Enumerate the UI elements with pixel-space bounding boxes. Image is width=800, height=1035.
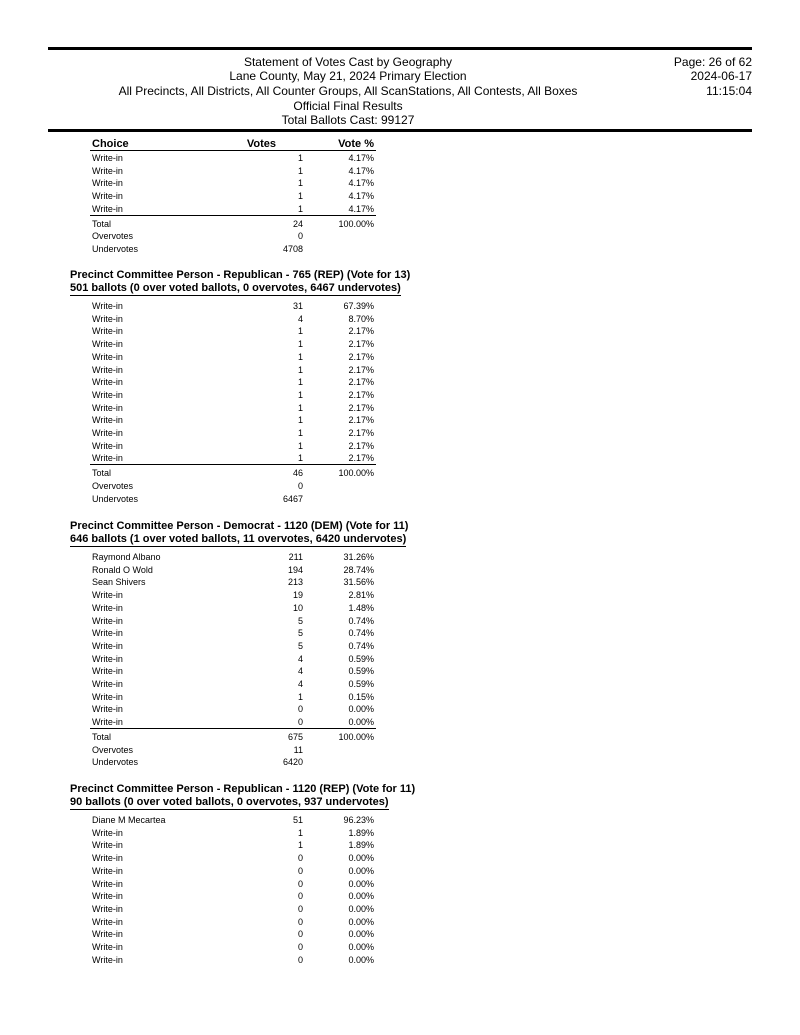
vote-count: 0 bbox=[297, 231, 303, 242]
vote-percent: 2.17% bbox=[348, 364, 374, 375]
report-date: 2024-06-17 bbox=[690, 69, 752, 83]
result-row bbox=[0, 827, 800, 840]
vote-count: 194 bbox=[287, 564, 303, 575]
vote-count: 0 bbox=[297, 704, 303, 715]
vote-count: 1 bbox=[297, 165, 303, 176]
header-bottom-rule bbox=[48, 129, 752, 132]
subtotal-rule bbox=[90, 728, 376, 729]
choice-name: Write-in bbox=[92, 704, 123, 715]
choice-name: Write-in bbox=[92, 865, 123, 876]
vote-percent: 8.70% bbox=[348, 313, 374, 324]
vote-count: 1 bbox=[297, 351, 303, 362]
subtotal-rule bbox=[90, 464, 376, 465]
vote-count: 0 bbox=[297, 865, 303, 876]
choice-name: Write-in bbox=[92, 878, 123, 889]
vote-count: 675 bbox=[287, 731, 303, 742]
summary-row bbox=[0, 480, 800, 493]
choice-name: Total bbox=[92, 218, 112, 229]
result-row bbox=[0, 376, 800, 389]
result-row bbox=[0, 865, 800, 878]
vote-percent: 0.00% bbox=[348, 878, 374, 889]
choice-name: Write-in bbox=[92, 301, 123, 311]
vote-percent: 4.17% bbox=[348, 178, 374, 189]
choice-name: Write-in bbox=[92, 402, 123, 413]
contest-ballot-summary: 90 ballots (0 over voted ballots, 0 overvotes, 937 undervotes) bbox=[70, 796, 389, 808]
choice-name: Write-in bbox=[92, 440, 123, 451]
vote-count: 1 bbox=[297, 178, 303, 189]
vote-percent: 2.17% bbox=[348, 351, 374, 362]
choice-name: Ronald O Wold bbox=[92, 564, 153, 575]
choice-name: Write-in bbox=[92, 954, 123, 965]
result-row bbox=[0, 640, 800, 653]
vote-percent: 28.74% bbox=[343, 564, 374, 575]
report-time: 11:15:04 bbox=[706, 84, 752, 98]
vote-count: 24 bbox=[292, 218, 303, 229]
vote-percent: 96.23% bbox=[343, 815, 374, 825]
vote-count: 1 bbox=[297, 840, 303, 851]
choice-name: Write-in bbox=[92, 853, 123, 864]
vote-percent: 0.00% bbox=[348, 903, 374, 914]
result-row bbox=[0, 564, 800, 577]
vote-percent: 2.17% bbox=[348, 389, 374, 400]
result-row bbox=[0, 427, 800, 440]
result-row bbox=[0, 615, 800, 628]
choice-name: Write-in bbox=[92, 827, 123, 838]
vote-percent: 0.00% bbox=[348, 865, 374, 876]
choice-name: Write-in bbox=[92, 590, 123, 601]
vote-count: 46 bbox=[292, 468, 303, 479]
vote-percent: 1.48% bbox=[348, 602, 374, 613]
vote-percent: 0.00% bbox=[348, 916, 374, 927]
subtotal-rule bbox=[90, 215, 376, 216]
choice-name: Write-in bbox=[92, 428, 123, 438]
result-row bbox=[0, 551, 800, 564]
choice-name: Write-in bbox=[92, 903, 123, 914]
vote-percent: 2.17% bbox=[348, 440, 374, 451]
result-row bbox=[0, 653, 800, 666]
vote-count: 4 bbox=[297, 313, 303, 324]
vote-percent: 0.00% bbox=[348, 853, 374, 864]
vote-count: 1 bbox=[297, 691, 303, 702]
vote-percent: 0.00% bbox=[348, 891, 374, 902]
vote-count: 6420 bbox=[282, 757, 303, 768]
vote-percent: 1.89% bbox=[348, 827, 374, 838]
result-row bbox=[0, 338, 800, 351]
vote-count: 5 bbox=[297, 615, 303, 626]
choice-name: Write-in bbox=[92, 453, 123, 464]
vote-percent: 4.17% bbox=[348, 153, 374, 163]
choice-name: Write-in bbox=[92, 891, 123, 902]
result-row bbox=[0, 916, 800, 929]
result-row bbox=[0, 313, 800, 326]
vote-percent: 0.59% bbox=[348, 679, 374, 689]
vote-percent: 0.00% bbox=[348, 704, 374, 715]
choice-name: Write-in bbox=[92, 666, 123, 677]
vote-percent: 2.17% bbox=[348, 453, 374, 464]
vote-count: 1 bbox=[297, 326, 303, 337]
vote-percent: 2.81% bbox=[348, 590, 374, 601]
vote-count: 0 bbox=[297, 853, 303, 864]
contest-title: Precinct Committee Person - Republican - 765 (REP) (Vote for 13) bbox=[70, 269, 411, 281]
result-row bbox=[0, 852, 800, 865]
vote-count: 1 bbox=[297, 415, 303, 426]
vote-percent: 2.17% bbox=[348, 326, 374, 337]
vote-percent: 0.59% bbox=[348, 666, 374, 677]
choice-name: Write-in bbox=[92, 653, 123, 664]
summary-row bbox=[0, 218, 800, 231]
result-row bbox=[0, 364, 800, 377]
vote-count: 4 bbox=[297, 653, 303, 664]
summary-row bbox=[0, 744, 800, 757]
result-row bbox=[0, 351, 800, 364]
vote-percent: 100.00% bbox=[338, 468, 374, 479]
top-rule bbox=[48, 47, 752, 50]
choice-name: Write-in bbox=[92, 840, 123, 851]
vote-count: 31 bbox=[292, 301, 303, 311]
result-row bbox=[0, 440, 800, 453]
vote-percent: 0.00% bbox=[348, 929, 374, 940]
choice-name: Total bbox=[92, 731, 112, 742]
choice-name: Diane M Mecartea bbox=[92, 815, 166, 825]
vote-count: 19 bbox=[292, 590, 303, 601]
choice-name: Undervotes bbox=[92, 243, 139, 254]
result-row bbox=[0, 890, 800, 903]
vote-count: 4 bbox=[297, 666, 303, 677]
summary-row bbox=[0, 493, 800, 506]
choice-name: Write-in bbox=[92, 691, 123, 702]
column-header-rule bbox=[90, 150, 376, 151]
choice-name: Write-in bbox=[92, 929, 123, 940]
choice-name: Write-in bbox=[92, 153, 123, 163]
vote-count: 0 bbox=[297, 903, 303, 914]
vote-percent: 2.17% bbox=[348, 402, 374, 413]
vote-count: 211 bbox=[288, 552, 303, 562]
summary-row bbox=[0, 756, 800, 769]
vote-percent: 4.17% bbox=[348, 191, 374, 202]
result-row bbox=[0, 703, 800, 716]
result-row bbox=[0, 839, 800, 852]
choice-name: Write-in bbox=[92, 165, 123, 176]
vote-count: 5 bbox=[297, 640, 303, 651]
vote-percent: 0.59% bbox=[348, 653, 374, 664]
vote-percent: 0.00% bbox=[348, 942, 374, 952]
choice-name: Write-in bbox=[92, 916, 123, 927]
vote-percent: 0.00% bbox=[348, 954, 374, 965]
vote-count: 1 bbox=[297, 153, 303, 163]
choice-name: Write-in bbox=[92, 191, 123, 202]
result-row bbox=[0, 678, 800, 691]
choice-name: Undervotes bbox=[92, 493, 139, 504]
vote-percent: 100.00% bbox=[338, 731, 374, 742]
choice-name: Write-in bbox=[92, 377, 123, 388]
choice-name: Total bbox=[92, 468, 112, 479]
choice-name: Write-in bbox=[92, 628, 123, 639]
vote-count: 0 bbox=[297, 929, 303, 940]
vote-percent: 2.17% bbox=[348, 377, 374, 388]
result-row bbox=[0, 165, 800, 178]
choice-name: Write-in bbox=[92, 326, 123, 337]
result-row bbox=[0, 878, 800, 891]
vote-percent: 0.00% bbox=[348, 717, 374, 728]
choice-name: Overvotes bbox=[92, 480, 134, 491]
vote-count: 10 bbox=[292, 602, 303, 613]
choice-name: Sean Shivers bbox=[92, 577, 146, 588]
result-row bbox=[0, 814, 800, 827]
summary-row bbox=[0, 230, 800, 243]
vote-count: 0 bbox=[297, 480, 303, 491]
total-ballots: Total Ballots Cast: 99127 bbox=[281, 113, 415, 127]
vote-count: 0 bbox=[297, 891, 303, 902]
choice-name: Overvotes bbox=[92, 744, 134, 755]
result-row bbox=[0, 941, 800, 954]
vote-percent: 0.74% bbox=[348, 640, 374, 651]
votes-column-header: Votes bbox=[246, 138, 276, 150]
choice-name: Write-in bbox=[92, 364, 123, 375]
vote-count: 1 bbox=[297, 402, 303, 413]
result-row bbox=[0, 928, 800, 941]
vote-count: 1 bbox=[297, 339, 303, 350]
result-row bbox=[0, 152, 800, 165]
choice-name: Undervotes bbox=[92, 757, 139, 768]
vote-pct-column-header: Vote % bbox=[338, 138, 374, 150]
vote-count: 0 bbox=[297, 942, 303, 952]
result-row bbox=[0, 602, 800, 615]
vote-count: 11 bbox=[293, 744, 303, 755]
vote-count: 1 bbox=[297, 453, 303, 464]
report-title: Statement of Votes Cast by Geography bbox=[243, 55, 453, 69]
vote-count: 0 bbox=[297, 916, 303, 927]
choice-name: Write-in bbox=[92, 389, 123, 400]
choice-name: Write-in bbox=[92, 351, 123, 362]
report-scope: All Precincts, All Districts, All Counter Groups, All ScanStations, All Contests, All Boxes bbox=[118, 84, 578, 98]
vote-count: 0 bbox=[297, 717, 303, 728]
result-row bbox=[0, 389, 800, 402]
vote-percent: 67.39% bbox=[343, 301, 374, 311]
contest-ballot-summary: 501 ballots (0 over voted ballots, 0 overvotes, 6467 undervotes) bbox=[70, 282, 401, 294]
choice-name: Write-in bbox=[92, 203, 123, 214]
vote-count: 213 bbox=[287, 577, 303, 588]
result-row bbox=[0, 954, 800, 967]
summary-row bbox=[0, 243, 800, 256]
vote-count: 1 bbox=[297, 827, 303, 838]
vote-percent: 2.17% bbox=[348, 415, 374, 426]
vote-percent: 4.17% bbox=[348, 165, 374, 176]
choice-name: Write-in bbox=[92, 415, 123, 426]
vote-count: 1 bbox=[297, 389, 303, 400]
vote-count: 1 bbox=[297, 364, 303, 375]
vote-count: 0 bbox=[297, 954, 303, 965]
vote-count: 4 bbox=[297, 679, 303, 689]
vote-count: 0 bbox=[297, 878, 303, 889]
contest-title: Precinct Committee Person - Republican - 1120 (REP) (Vote for 11) bbox=[70, 783, 416, 795]
choice-column-header: Choice bbox=[92, 138, 129, 150]
vote-count: 4708 bbox=[282, 243, 303, 254]
result-row bbox=[0, 665, 800, 678]
result-row bbox=[0, 414, 800, 427]
result-row bbox=[0, 402, 800, 415]
result-row bbox=[0, 190, 800, 203]
choice-name: Write-in bbox=[92, 313, 123, 324]
vote-percent: 2.17% bbox=[348, 339, 374, 350]
result-row bbox=[0, 903, 800, 916]
vote-percent: 2.17% bbox=[348, 428, 374, 438]
vote-percent: 0.15% bbox=[348, 691, 374, 702]
choice-name: Write-in bbox=[92, 615, 123, 626]
vote-percent: 0.74% bbox=[348, 628, 374, 639]
vote-percent: 1.89% bbox=[348, 840, 374, 851]
choice-name: Write-in bbox=[92, 717, 123, 728]
choice-name: Write-in bbox=[92, 942, 123, 952]
choice-name: Raymond Albano bbox=[92, 552, 161, 562]
vote-percent: 0.74% bbox=[348, 615, 374, 626]
vote-percent: 100.00% bbox=[338, 218, 374, 229]
vote-percent: 31.56% bbox=[343, 577, 374, 588]
contest-title: Precinct Committee Person - Democrat - 1120 (DEM) (Vote for 11) bbox=[70, 520, 409, 532]
vote-count: 1 bbox=[297, 377, 303, 388]
summary-row bbox=[0, 467, 800, 480]
vote-count: 1 bbox=[297, 440, 303, 451]
vote-count: 1 bbox=[297, 428, 303, 438]
result-row bbox=[0, 691, 800, 704]
choice-name: Write-in bbox=[92, 679, 123, 689]
summary-row bbox=[0, 731, 800, 744]
result-row bbox=[0, 300, 800, 313]
choice-name: Write-in bbox=[92, 640, 123, 651]
results-status: Official Final Results bbox=[293, 99, 403, 113]
election-name: Lane County, May 21, 2024 Primary Election bbox=[229, 69, 467, 83]
choice-name: Write-in bbox=[92, 178, 123, 189]
choice-name: Write-in bbox=[92, 602, 123, 613]
vote-percent: 4.17% bbox=[348, 203, 374, 214]
result-row bbox=[0, 576, 800, 589]
vote-count: 6467 bbox=[282, 493, 303, 504]
vote-count: 1 bbox=[297, 203, 303, 214]
vote-count: 51 bbox=[292, 815, 303, 825]
result-row bbox=[0, 325, 800, 338]
choice-name: Write-in bbox=[92, 339, 123, 350]
contest-ballot-summary: 646 ballots (1 over voted ballots, 11 overvotes, 6420 undervotes) bbox=[70, 533, 407, 545]
vote-percent: 31.26% bbox=[343, 552, 374, 562]
vote-count: 1 bbox=[297, 191, 303, 202]
vote-count: 5 bbox=[297, 628, 303, 639]
result-row bbox=[0, 177, 800, 190]
choice-name: Overvotes bbox=[92, 231, 134, 242]
page-number: Page: 26 of 62 bbox=[673, 55, 752, 69]
result-row bbox=[0, 589, 800, 602]
result-row bbox=[0, 627, 800, 640]
